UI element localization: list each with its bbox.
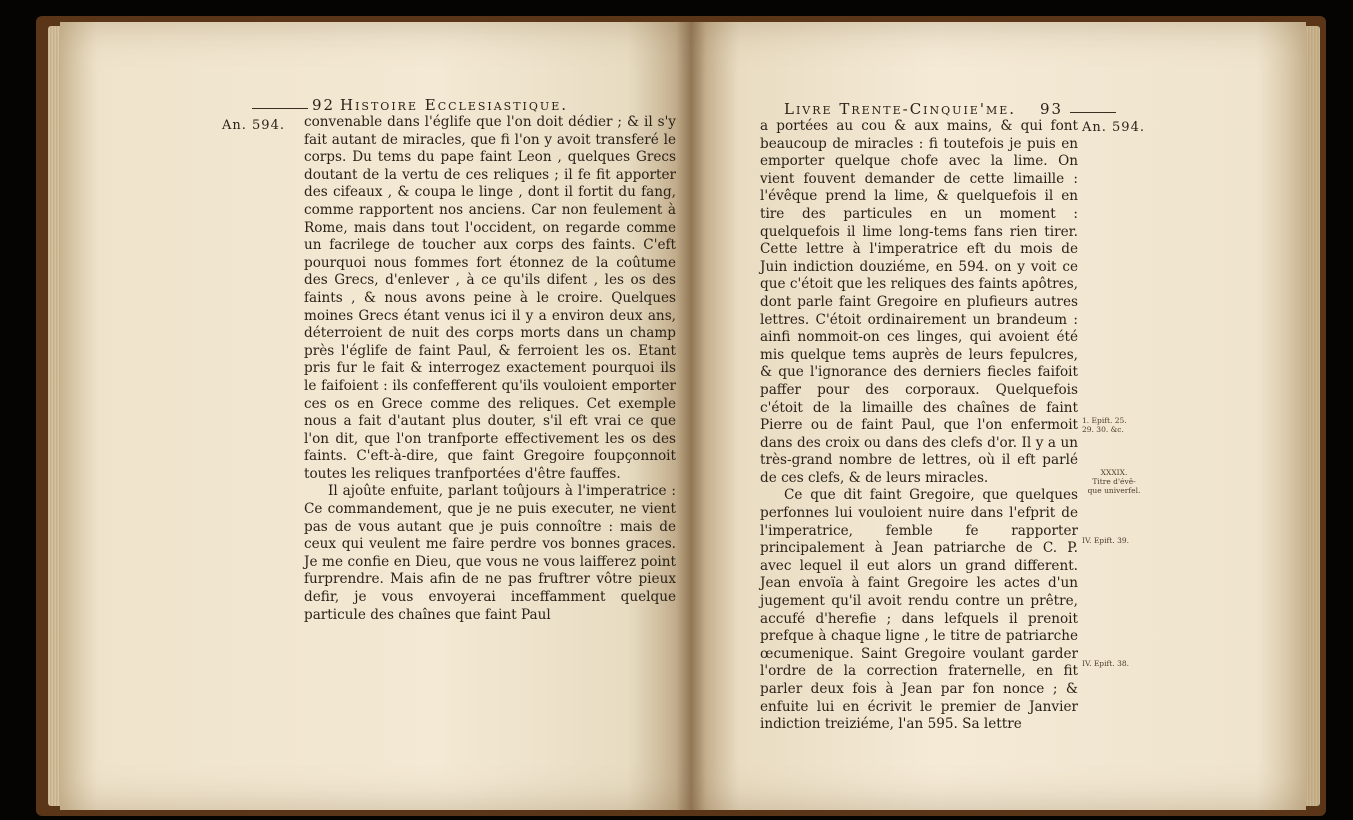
left-body-text bbox=[304, 114, 676, 624]
left-header-rule bbox=[252, 108, 308, 109]
right-year-marker: An. 594. bbox=[1082, 120, 1145, 135]
right-header-rule bbox=[1070, 112, 1116, 113]
left-paragraph-2: Il ajoûte enfuite, parlant toûjours à l'imperatrice : Ce commandement, que je ne puis executer, ne vient pas de vous autant que je puis connoître : mais de ceux qui veulent me faire perdre vos bonnes graces. Je me confie en Dieu, que vous ne vous laifferez point furprendre. Mais afin de ne pas fruftrer vôtre pieux defir, je vous envoyerai inceffamment quelque particule des chaînes que faint Paul bbox=[304, 483, 676, 623]
margin-note-epist-38: IV. Epift. 38. bbox=[1082, 659, 1129, 668]
margin-note-epist-39: IV. Epift. 39. bbox=[1082, 536, 1129, 545]
margin-note-epist-25: 1. Epift. 25. 29. 30. &c. bbox=[1082, 416, 1127, 434]
book-gutter bbox=[676, 22, 706, 810]
right-paragraph-2: Ce que dit faint Gregoire, que quelques perfonnes lui vouloient nuire dans l'efprit de l'imperatrice, femble fe rapporter principalement à Jean patriarche de C. P. avec lequel il eut alors un grand different. Jean envoïa à faint Gregoire les actes d'un jugement qu'il avoit rendu contre un prêtre, accufé d'herefie ; dans lefquels il prenoit prefque à chaque ligne , le titre de patriarche œcumenique. Saint Gregoire voulant garder l'ordre de la correction fraternelle, en fit parler deux fois à Jean par fon nonce ; & enfuite lui en écrivit le premier de Janvier indiction treiziéme, l'an 595. Sa lettre bbox=[760, 487, 1078, 733]
left-page bbox=[60, 22, 690, 810]
margin-note-titre-eveque: XXXIX. Titre d'évê- que univerfel. bbox=[1087, 468, 1141, 495]
right-body-text bbox=[760, 118, 1078, 734]
left-running-head: Histoire Ecclesiastique. bbox=[340, 96, 568, 114]
left-paragraph-1: convenable dans l'églife que l'on doit dédier ; & il s'y fait autant de miracles, que fi l'on y avoit transferé le corps. Du tems du pape faint Leon , quelques Grecs doutant de la vertu de ces reliques ; il fe fit apporter des cifeaux , & coupa le linge , dont il fortit du fang, comme rapportent nos anciens. Car non feulement à Rome, mais dans tout l'occident, on regarde comme un facrilege de toucher aux corps des faints. C'eft pourquoi nous fommes fort étonnez de la coûtume des Grecs, d'enlever , à ce qu'ils difent , les os des faints , & nous avons peine à le croire. Quelques moines Grecs étant venus ici il y a environ deux ans, déterroient de nuit des corps morts dans un champ près l'églife de faint Paul, & ferroient les os. Etant pris fur le fait & interrogez exactement pourquoi ils le faifoient : ils confefferent qu'ils vouloient emporter ces os en Grece comme des reliques. Cet exemple nous a fait d'autant plus douter, s'il eft vrai ce que l'on dit, que l'on tranfporte effectivement les os des faints. C'eft-à-dire, que faint Gregoire foupçonnoit toutes les reliques tranfportées d'être fauffes. bbox=[304, 114, 676, 482]
right-page bbox=[690, 22, 1306, 810]
right-page-number: 93 bbox=[1040, 100, 1064, 118]
book bbox=[36, 16, 1326, 816]
left-page-number: 92 bbox=[312, 96, 336, 114]
right-paragraph-1: a portées au cou & aux mains, & qui font beaucoup de miracles : fi toutefois je puis en emporter quelque chofe avec la lime. On vient fouvent demander de cette limaille : l'évêque prend la lime, & quelquefois il en tire des particules en un moment : quelquefois il lime long-tems fans rien tirer. Cette lettre à l'imperatrice eft du mois de Juin indiction douziéme, en 594. on y voit ce que c'étoit que les reliques des faints apôtres, dont parle faint Gregoire en plufieurs autres lettres. C'étoit ordinairement un brandeum : ainfi nommoit-on ces linges, qui avoient été mis quelque tems auprès de leurs fepulcres, & que l'ignorance des derniers fiecles faifoit paffer pour des corporaux. Quelquefois c'étoit de la limaille des chaînes de faint Pierre ou de faint Paul, que l'on enfermoit dans des croix ou dans des clefs d'or. Il y a un très-grand nombre de lettres, où il eft parlé de ces clefs, & de leurs miracles. bbox=[760, 118, 1078, 486]
left-year-marker: An. 594. bbox=[222, 118, 285, 133]
right-running-head: Livre Trente-Cinquie'me. bbox=[784, 100, 1017, 118]
